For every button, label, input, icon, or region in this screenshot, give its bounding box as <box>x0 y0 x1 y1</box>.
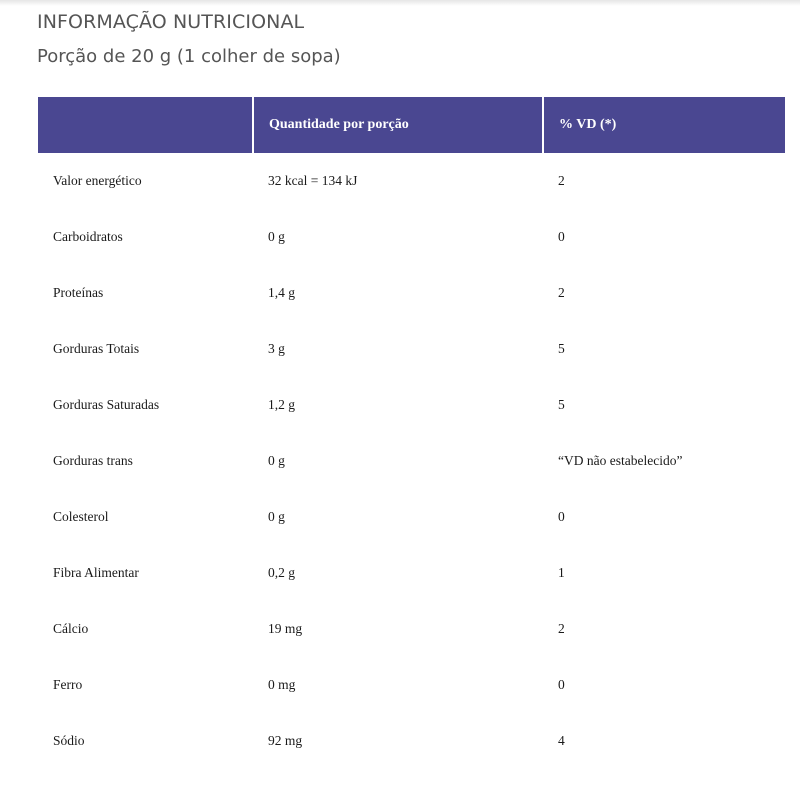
nutrient-amount: 92 mg <box>268 733 303 748</box>
table-row <box>38 265 785 321</box>
table-row <box>38 601 785 657</box>
nutrient-amount: 3 g <box>268 341 285 356</box>
nutrient-name: Colesterol <box>53 509 109 524</box>
nutrient-amount: 0 g <box>268 229 285 244</box>
nutrition-table <box>38 97 785 769</box>
table-row <box>38 209 785 265</box>
nutrient-daily-value: 0 <box>558 677 565 692</box>
nutrient-daily-value: 4 <box>558 733 565 748</box>
nutrient-name: Gorduras Saturadas <box>53 397 160 412</box>
table-row <box>38 321 785 377</box>
table-row <box>38 657 785 713</box>
nutrient-daily-value: 0 <box>558 229 565 244</box>
table-body <box>38 153 785 769</box>
column-header-nutrient <box>38 97 253 153</box>
nutrient-name: Valor energético <box>53 173 142 188</box>
column-header-amount: Quantidade por porção <box>253 97 543 153</box>
top-shadow <box>0 0 800 6</box>
nutrient-daily-value: 5 <box>558 397 565 412</box>
page-title: INFORMAÇÃO NUTRICIONAL <box>37 11 305 33</box>
nutrient-daily-value: 5 <box>558 341 565 356</box>
nutrient-name: Proteínas <box>53 285 104 300</box>
nutrient-daily-value: 0 <box>558 509 565 524</box>
table-header <box>38 97 785 153</box>
table-row <box>38 713 785 769</box>
portion-subtitle: Porção de 20 g (1 colher de sopa) <box>37 46 341 67</box>
nutrient-name: Fibra Alimentar <box>53 565 139 580</box>
nutrient-name: Sódio <box>53 733 85 748</box>
nutrient-amount: 32 kcal = 134 kJ <box>268 173 358 188</box>
nutrient-amount: 0 g <box>268 509 285 524</box>
nutrient-amount: 0 mg <box>268 677 296 692</box>
nutrient-amount: 19 mg <box>268 621 303 636</box>
nutrient-amount: 0 g <box>268 453 285 468</box>
nutrient-name: Gorduras trans <box>53 453 133 468</box>
nutrient-amount: 0,2 g <box>268 565 295 580</box>
nutrient-amount: 1,2 g <box>268 397 295 412</box>
table-row <box>38 153 785 209</box>
table-row <box>38 489 785 545</box>
table-row <box>38 433 785 489</box>
nutrient-name: Ferro <box>53 677 83 692</box>
nutrient-amount: 1,4 g <box>268 285 295 300</box>
nutrient-name: Cálcio <box>53 621 89 636</box>
nutrient-daily-value: 1 <box>558 565 565 580</box>
table-row <box>38 545 785 601</box>
nutrient-daily-value: 2 <box>558 285 565 300</box>
nutrient-name: Gorduras Totais <box>53 341 140 356</box>
column-header-daily-value: % VD (*) <box>543 97 785 153</box>
table-row <box>38 377 785 433</box>
nutrient-daily-value: “VD não estabelecido” <box>558 453 683 468</box>
nutrient-daily-value: 2 <box>558 173 565 188</box>
nutrient-daily-value: 2 <box>558 621 565 636</box>
nutrient-name: Carboidratos <box>53 229 123 244</box>
header-row <box>38 97 785 153</box>
